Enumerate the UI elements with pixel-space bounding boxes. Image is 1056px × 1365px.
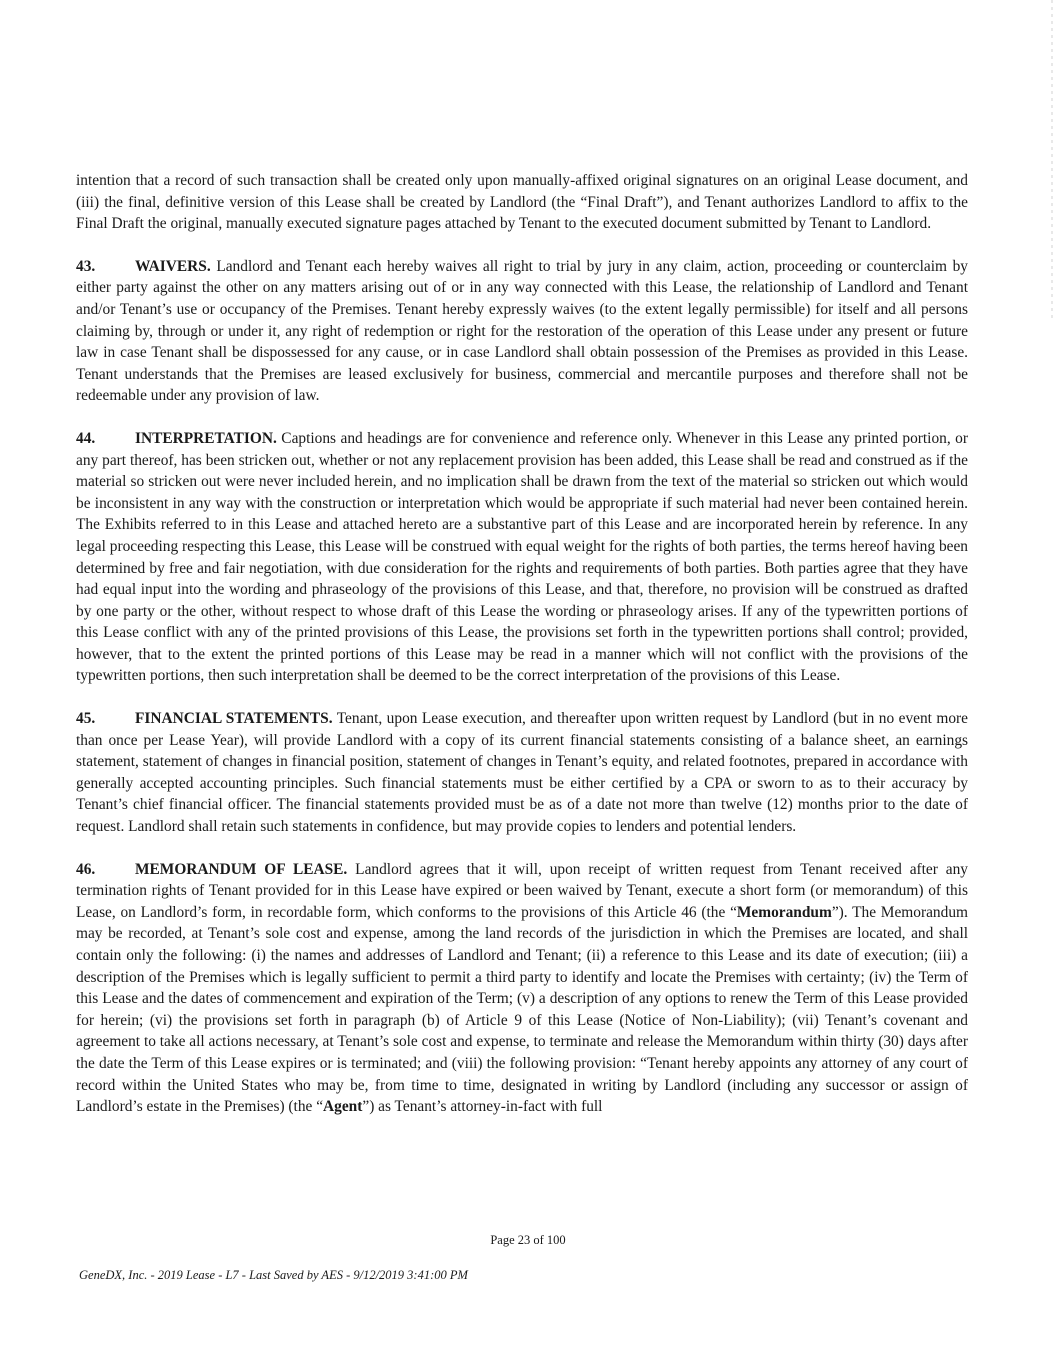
section-number: 43. (76, 257, 96, 275)
section-44 (76, 428, 968, 687)
section-text-part-b: ”). The Memorandum may be recorded, at Tenant’s sole cost and expense, among the land records of the jurisdiction in which the Premises are located, and shall contain only the following: (i) the names and addresses of Landlord and Tenant; (ii) a reference to this Lease and its date of execution; (iii) a description of the Premises which is legally sufficient to permit a third party to identify and locate the Premises with certainty; (iv) the Term of this Lease and the dates of commencement and expiration of the Term; (v) a description of any options to renew the Term of this Lease provided for herein; (vi) the provisions set forth in paragraph (b) of Article 9 of this Lease (Notice of Non-Liability); (vii) Tenant’s covenant and agreement to take all actions necessary, at Tenant’s sole cost and expense, to terminate and release the Memorandum within thirty (30) days after the date the Term of this Lease expires or is terminated; and (viii) the following provision: “Tenant hereby appoints any attorney of any court of record within the United States who may be, from time to time, designated in writing by Landlord (including any successor or assign of Landlord’s estate in the Premises) (the “ (76, 903, 968, 1116)
section-number: 46. (76, 860, 96, 878)
document-footer: GeneDX, Inc. - 2019 Lease - L7 - Last Saved by AES - 9/12/2019 3:41:00 PM (79, 1268, 468, 1282)
section-text: Landlord and Tenant each hereby waives all right to trial by jury in any claim, action, proceeding or counterclaim by either party against the other on any matters arising out of or in any way connected with this Lease, the relationship of Landlord and Tenant and/or Tenant’s use or occupancy of the Premises. Tenant hereby expressly waives (to the extent legally permissible) for itself and all persons claiming by, through or under it, any right of redemption or right for the restoration of the operation of this Lease under any present or future law in case Tenant shall be dispossessed for any cause, or in case Landlord shall obtain possession of the Premises as provided in this Lease. Tenant understands that the Premises are leased exclusively for business, commercial and mercantile purposes and therefore shall not be redeemable under any provision of law. (76, 257, 968, 405)
section-text: Captions and headings are for convenience and reference only. Whenever in this Lease any printed portion, or any part thereof, has been stricken out, whether or not any replacement provision has been added, this Lease shall be read and construed as if the material so stricken out were never included herein, and no implication shall be drawn from the text of the material so stricken out which would be inconsistent in any way with the construction or interpretation which would be appropriate if such material had never been contained herein. The Exhibits referred to in this Lease and attached hereto are a substantive part of this Lease and are incorporated herein by reference. In any legal proceeding respecting this Lease, this Lease will be construed with equal weight for the rights of both parties, the terms hereof having been determined by free and fair negotiation, with due consideration for the rights and requirements of both parties. Both parties agree that they have had equal input into the wording and phraseology of the provisions of this Lease, and that, therefore, no provision will be construed as drafted by one party or the other, without respect to whose draft of this Lease the wording or phraseology arises. If any of the typewritten portions of this Lease conflict with any of the printed provisions of this Lease, the provisions set forth in the typewritten portions shall control; provided, however, that to the extent the printed portions of this Lease may be read in a manner which will not conflict with the provisions of the typewritten portions, then such interpretation shall be deemed to be the correct interpretation of the provisions of this Lease. (76, 429, 968, 685)
section-45 (76, 708, 968, 838)
section-number: 44. (76, 429, 96, 447)
page-number: Page 23 of 100 (490, 1233, 566, 1247)
section-heading: INTERPRETATION. (135, 429, 277, 447)
section-46 (76, 859, 968, 1118)
continuation-paragraph (76, 170, 968, 235)
scan-edge-artifact (1051, 0, 1053, 320)
defined-term-agent: Agent (323, 1098, 363, 1116)
section-text-part-c: ”) as Tenant’s attorney-in-fact with full (362, 1098, 603, 1116)
section-heading: FINANCIAL STATEMENTS. (135, 710, 333, 728)
section-heading: WAIVERS. (135, 257, 211, 275)
section-text: Tenant, upon Lease execution, and thereafter upon written request by Landlord (but in no event more than once per Lease Year), will provide Landlord with a copy of its current financial statements consisting of a balance sheet, an earnings statement, statement of changes in financial position, statement of changes in Tenant’s equity, and related footnotes, prepared in accordance with generally accepted accounting principles. Such financial statements must be either certified by a CPA or sworn to as to their accuracy by Tenant’s chief financial officer. The financial statements provided must be as of a date not more than twelve (12) months prior to the date of request. Landlord shall retain such statements in confidence, but may provide copies to lenders and potential lenders. (76, 710, 969, 836)
lease-body (76, 170, 968, 1139)
section-heading: MEMORANDUM OF LEASE. (135, 860, 348, 878)
section-text-part-a: Landlord agrees that it will, upon receipt of written request from Tenant received after any termination rights of Tenant provided for in this Lease have expired or been waived by Tenant, execute a short form (or memorandum) of this Lease, on Landlord’s form, in recordable form, which conforms to the provisions of this Article 46 (the “ (76, 860, 968, 921)
section-number: 45. (76, 710, 96, 728)
defined-term-memorandum: Memorandum (736, 903, 832, 921)
section-43 (76, 256, 968, 407)
continuation-text: intention that a record of such transaction shall be created only upon manually-affixed original signatures on an original Lease document, and (iii) the final, definitive version of this Lease shall be created by Landlord (the “Final Draft”), and Tenant authorizes Landlord to affix to the Final Draft the original, manually executed signature pages attached by Tenant to the executed document submitted by Tenant to Landlord. (76, 172, 968, 233)
